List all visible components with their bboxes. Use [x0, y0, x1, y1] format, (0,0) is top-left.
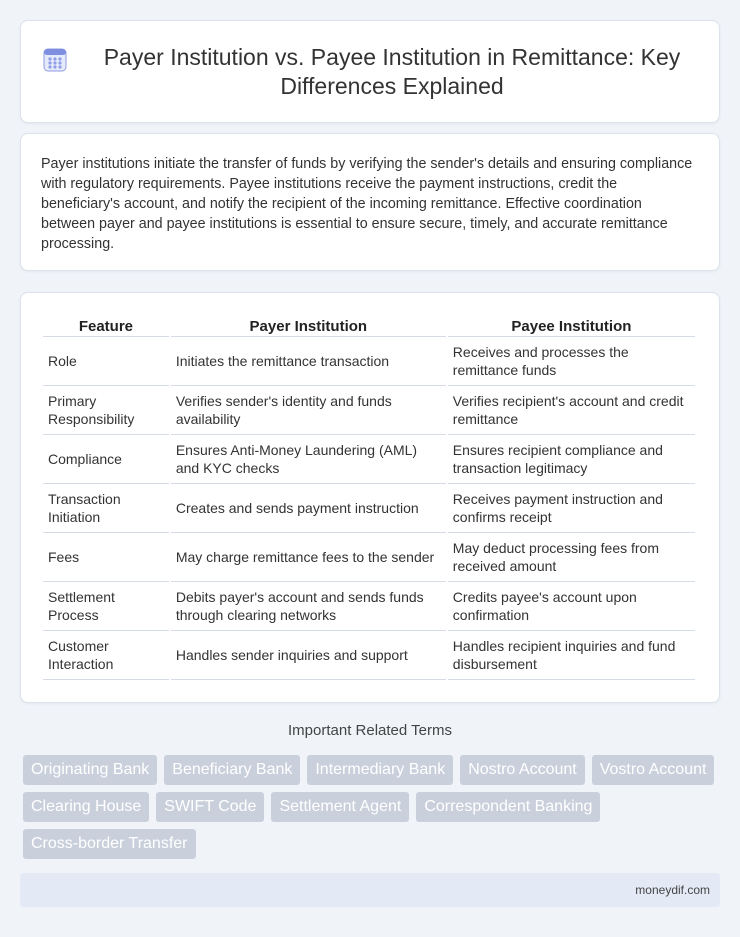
payer-cell: Verifies sender's identity and funds availability — [171, 386, 446, 435]
feature-cell: Role — [43, 337, 169, 386]
payer-cell: Initiates the remittance transaction — [171, 337, 446, 386]
header-payer: Payer Institution — [171, 313, 446, 337]
footer — [20, 873, 720, 907]
related-terms-title: Important Related Terms — [288, 722, 452, 739]
header-payee: Payee Institution — [448, 313, 695, 337]
payer-cell: Creates and sends payment instruction — [171, 484, 446, 533]
payer-cell: Ensures Anti-Money Laundering (AML) and KYC checks — [171, 435, 446, 484]
payee-cell: Receives and processes the remittance funds — [448, 337, 695, 386]
feature-cell: Compliance — [43, 435, 169, 484]
related-term-tag[interactable]: Originating Bank — [23, 755, 157, 785]
payee-cell: Handles recipient inquiries and fund disbursement — [448, 631, 695, 680]
table-row — [43, 337, 695, 386]
table-row — [43, 435, 695, 484]
feature-cell: Customer Interaction — [43, 631, 169, 680]
header-feature: Feature — [43, 313, 169, 337]
intro-text: Payer institutions initiate the transfer of funds by verifying the sender's details and ensuring compliance with regulatory requirements. Payee institutions receive the payment instructions, credit the beneficiary's account, and notify the recipient of the incoming remittance. Effective coordination between payer and payee institutions is essential to ensure secure, timely, and accurate remittance processing. — [41, 156, 693, 252]
related-term-tag[interactable]: SWIFT Code — [156, 792, 264, 822]
comparison-table — [41, 313, 697, 680]
related-term-tag[interactable]: Beneficiary Bank — [164, 755, 300, 785]
payee-cell: Verifies recipient's account and credit remittance — [448, 386, 695, 435]
related-term-tag[interactable]: Settlement Agent — [271, 792, 409, 822]
related-term-tag[interactable]: Intermediary Bank — [307, 755, 453, 785]
footer-site[interactable]: moneydif.com — [635, 883, 710, 897]
related-term-tag[interactable]: Clearing House — [23, 792, 149, 822]
table-row — [43, 386, 695, 435]
title-wrap — [43, 43, 697, 101]
related-term-tag[interactable]: Nostro Account — [460, 755, 585, 785]
related-terms-list — [23, 755, 723, 866]
table-header-row — [43, 313, 695, 337]
payee-cell: Receives payment instruction and confirms receipt — [448, 484, 695, 533]
intro-card — [20, 133, 720, 271]
feature-cell: Settlement Process — [43, 582, 169, 631]
payer-cell: Debits payer's account and sends funds through clearing networks — [171, 582, 446, 631]
payee-cell: Ensures recipient compliance and transaction legitimacy — [448, 435, 695, 484]
table-row — [43, 533, 695, 582]
table-row — [43, 631, 695, 680]
table-row — [43, 484, 695, 533]
table-row — [43, 582, 695, 631]
related-term-tag[interactable]: Correspondent Banking — [416, 792, 600, 822]
payer-cell: Handles sender inquiries and support — [171, 631, 446, 680]
feature-cell: Fees — [43, 533, 169, 582]
related-term-tag[interactable]: Vostro Account — [592, 755, 715, 785]
payee-cell: Credits payee's account upon confirmation — [448, 582, 695, 631]
feature-cell: Primary Responsibility — [43, 386, 169, 435]
calculator-icon — [43, 48, 67, 72]
payee-cell: May deduct processing fees from received amount — [448, 533, 695, 582]
feature-cell: Transaction Initiation — [43, 484, 169, 533]
payer-cell: May charge remittance fees to the sender — [171, 533, 446, 582]
related-term-tag[interactable]: Cross-border Transfer — [23, 829, 196, 859]
title-card — [20, 20, 720, 123]
comparison-card — [20, 292, 720, 703]
page-title: Payer Institution vs. Payee Institution in Remittance: Key Differences Explained — [103, 43, 681, 99]
